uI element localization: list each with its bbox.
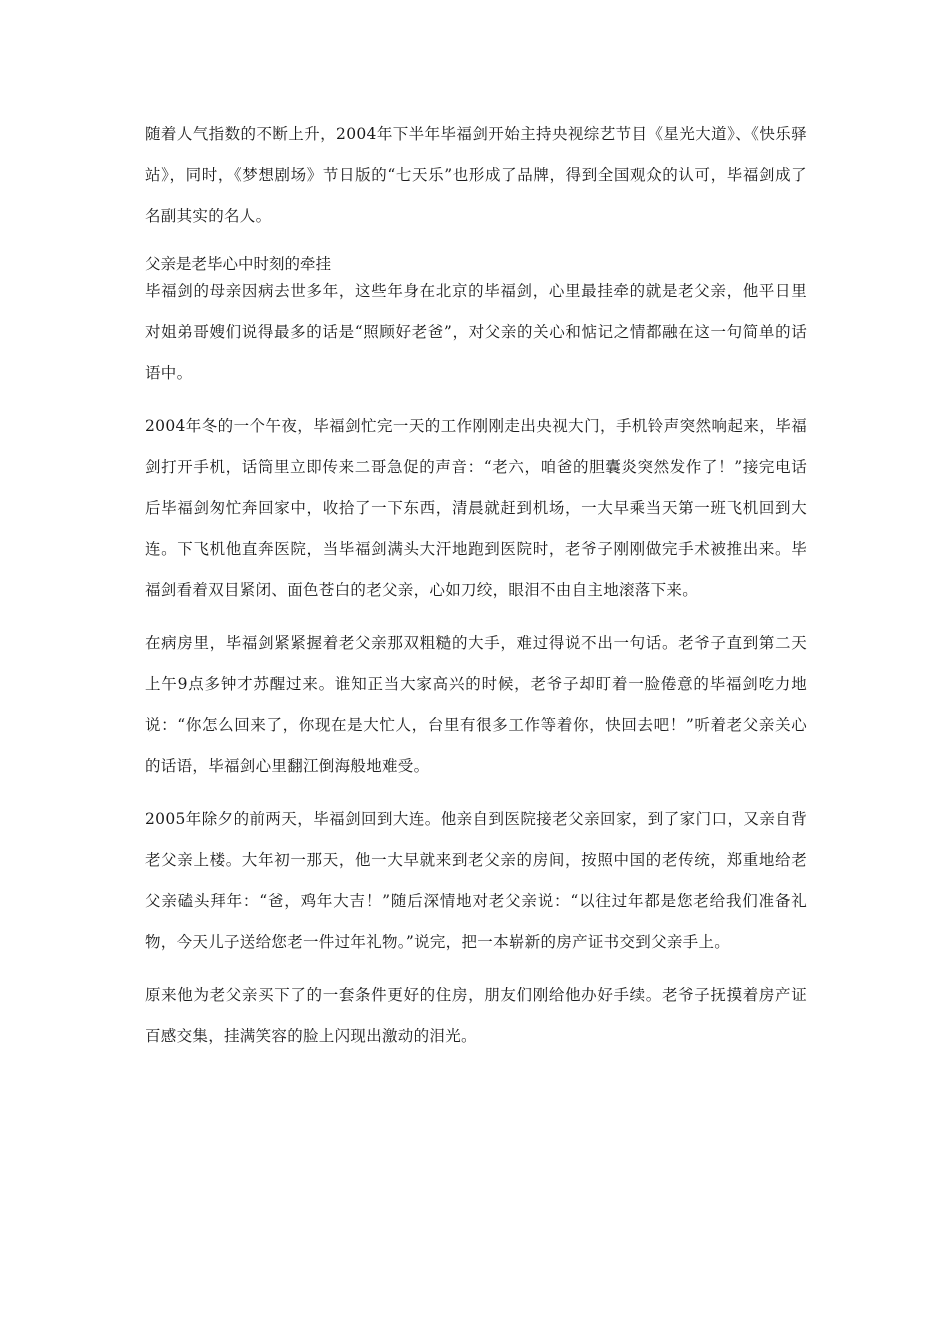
paragraph-5: 2005年除夕的前两天，毕福剑回到大连。他亲自到医院接老父亲回家，到了家门口，又亲自背老父亲上楼。大年初一那天，他一大早就来到老父亲的房间，按照中国的老传统，郑重地给老父亲磕头拜年：“爸，鸡年大吉！”随后深情地对老父亲说：“以往过年都是您老给我们准备礼物，今天儿子送给您老一件过年礼物。”说完，把一本崭新的房产证书交到父亲手上。 (145, 810, 807, 951)
section-heading: 父亲是老毕心中时刻的牵挂 (145, 255, 332, 273)
document-body (145, 114, 807, 1069)
paragraph-1: 随着人气指数的不断上升，2004年下半年毕福剑开始主持央视综艺节目《星光大道》、《快乐驿站》，同时，《梦想剧场》节日版的“七天乐”也形成了品牌，得到全国观众的认可，毕福剑成了名副其实的名人。 (145, 125, 807, 225)
paragraph-3: 2004年冬的一个午夜，毕福剑忙完一天的工作刚刚走出央视大门，手机铃声突然响起来，毕福剑打开手机，话筒里立即传来二哥急促的声音：“老六，咱爸的胆囊炎突然发作了！”接完电话后毕福剑匆忙奔回家中，收拾了一下东西，清晨就赶到机场，一大早乘当天第一班飞机回到大连。下飞机他直奔医院，当毕福剑满头大汗地跑到医院时，老爷子刚刚做完手术被推出来。毕福剑看着双目紧闭、面色苍白的老父亲，心如刀绞，眼泪不由自主地滚落下来。 (145, 417, 807, 599)
paragraph-4: 在病房里，毕福剑紧紧握着老父亲那双粗糙的大手，难过得说不出一句话。老爷子直到第二天上午9点多钟才苏醒过来。谁知正当大家高兴的时候，老爷子却盯着一脸倦意的毕福剑吃力地说：“你怎么回来了，你现在是大忙人，台里有很多工作等着你，快回去吧！”听着老父亲关心的话语，毕福剑心里翻江倒海般地难受。 (145, 634, 807, 775)
paragraph-2: 毕福剑的母亲因病去世多年，这些年身在北京的毕福剑，心里最挂牵的就是老父亲，他平日里对姐弟哥嫂们说得最多的话是“照顾好老爸”，对父亲的关心和惦记之情都融在这一句简单的话语中。 (145, 282, 807, 382)
paragraph-6: 原来他为老父亲买下了的一套条件更好的住房，朋友们刚给他办好手续。老爷子抚摸着房产证百感交集，挂满笑容的脸上闪现出激动的泪光。 (145, 986, 807, 1045)
